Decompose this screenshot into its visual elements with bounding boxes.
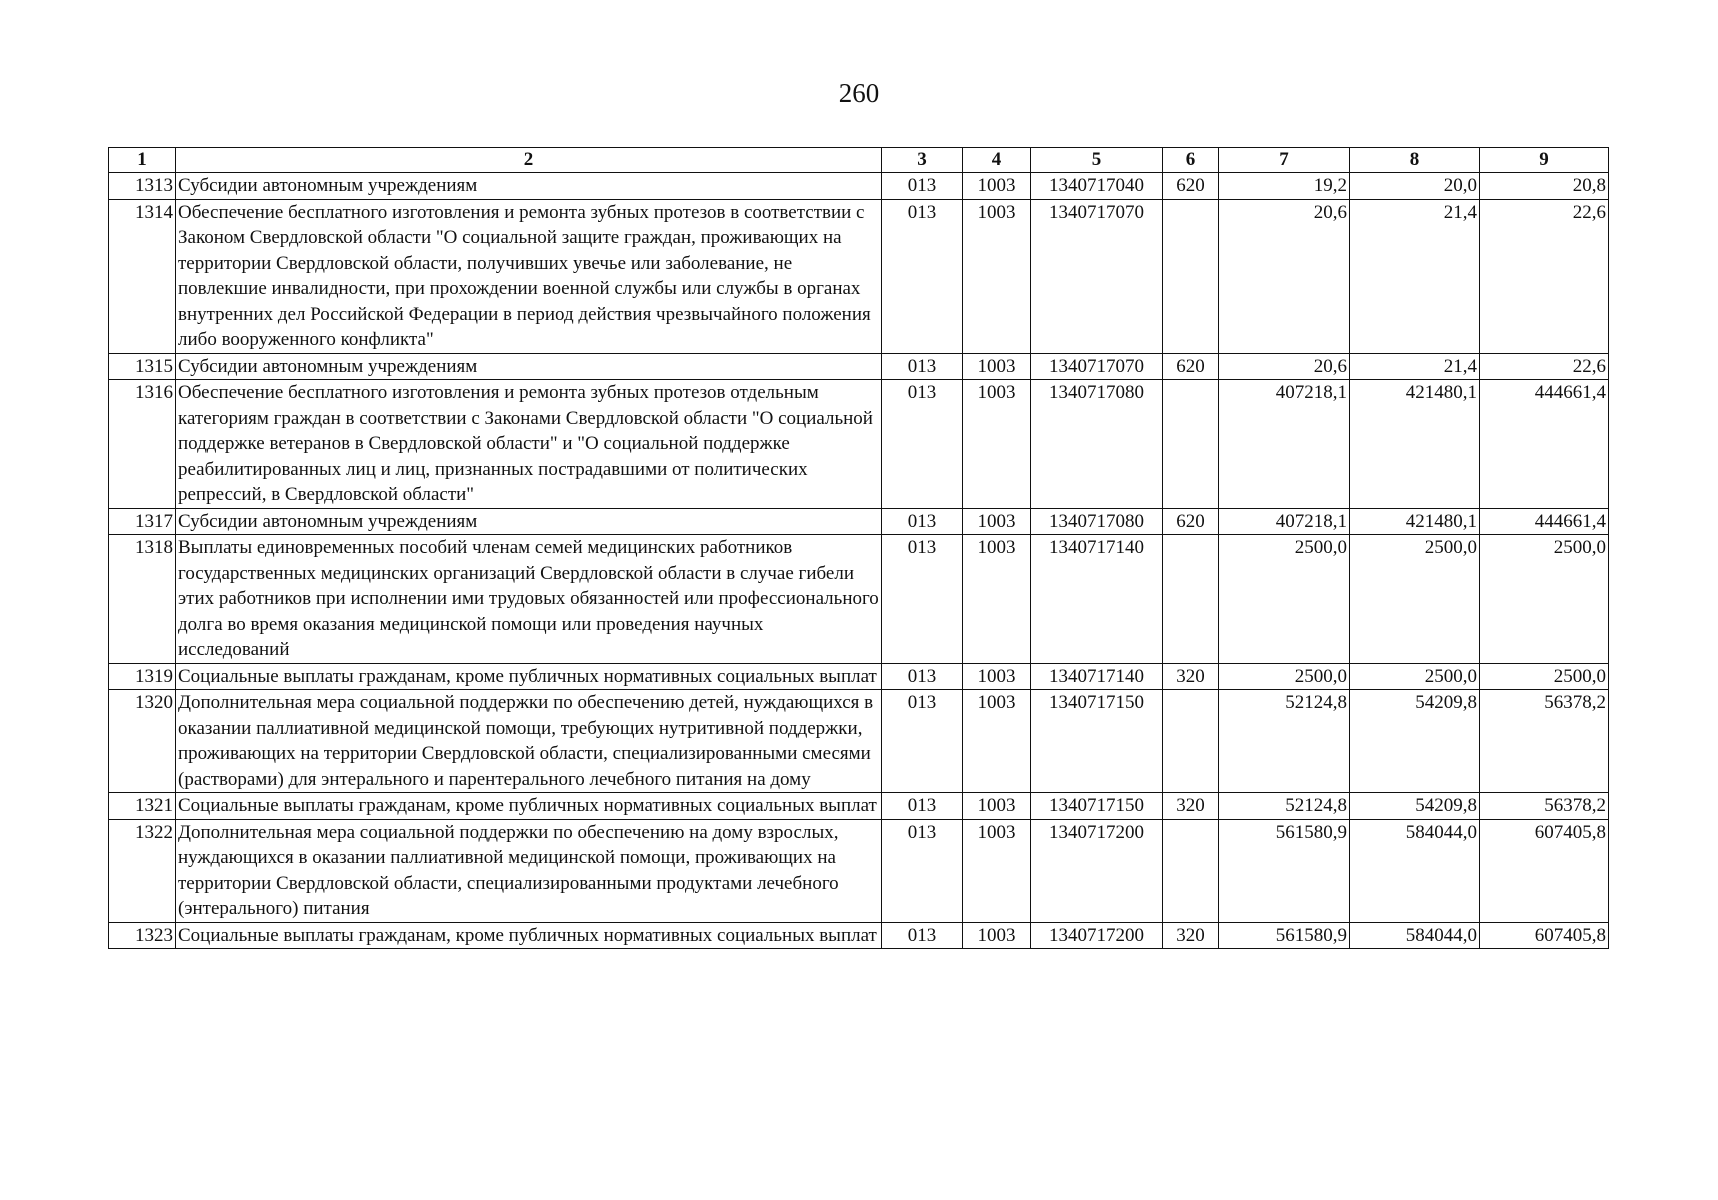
section-code: 1003	[963, 380, 1031, 509]
amount-col-9: 607405,8	[1480, 819, 1609, 922]
row-description: Социальные выплаты гражданам, кроме публичных нормативных социальных выплат	[176, 922, 882, 949]
section-code: 1003	[963, 199, 1031, 353]
amount-col-7: 407218,1	[1219, 508, 1350, 535]
target-article-code: 1340717150	[1031, 690, 1163, 793]
row-description: Субсидии автономным учреждениям	[176, 353, 882, 380]
table-row	[109, 535, 1609, 664]
table-row	[109, 508, 1609, 535]
amount-col-8: 421480,1	[1350, 508, 1480, 535]
ministry-code: 013	[882, 508, 963, 535]
ministry-code: 013	[882, 380, 963, 509]
expense-type-code	[1163, 535, 1219, 664]
amount-col-7: 2500,0	[1219, 663, 1350, 690]
amount-col-7: 52124,8	[1219, 793, 1350, 820]
section-code: 1003	[963, 535, 1031, 664]
section-code: 1003	[963, 922, 1031, 949]
amount-col-7: 52124,8	[1219, 690, 1350, 793]
target-article-code: 1340717140	[1031, 535, 1163, 664]
row-description: Субсидии автономным учреждениям	[176, 173, 882, 200]
amount-col-7: 20,6	[1219, 199, 1350, 353]
amount-col-8: 54209,8	[1350, 690, 1480, 793]
target-article-code: 1340717070	[1031, 353, 1163, 380]
row-description: Дополнительная мера социальной поддержки по обеспечению на дому взрослых, нуждающихся в оказании паллиативной медицинской помощи, проживающих на территории Свердловской области, специализированными продуктами лечебного (энтерального) питания	[176, 819, 882, 922]
row-description: Обеспечение бесплатного изготовления и ремонта зубных протезов в соответствии с Законом Свердловской области "О социальной защите граждан, проживающих на территории Свердловской области, получивших увечье или заболевание, не повлекшие инвалидности, при прохождении военной службы или службы в органах внутренних дел Российской Федерации в период действия чрезвычайного положения либо вооруженного конфликта"	[176, 199, 882, 353]
amount-col-9: 20,8	[1480, 173, 1609, 200]
amount-col-7: 2500,0	[1219, 535, 1350, 664]
target-article-code: 1340717070	[1031, 199, 1163, 353]
table-row	[109, 380, 1609, 509]
page-number: 260	[838, 78, 880, 108]
ministry-code: 013	[882, 922, 963, 949]
row-number: 1323	[109, 922, 176, 949]
table-row	[109, 173, 1609, 200]
section-code: 1003	[963, 663, 1031, 690]
column-header: 7	[1219, 148, 1350, 173]
amount-col-9: 607405,8	[1480, 922, 1609, 949]
amount-col-8: 584044,0	[1350, 922, 1480, 949]
amount-col-7: 20,6	[1219, 353, 1350, 380]
amount-col-9: 56378,2	[1480, 793, 1609, 820]
expense-type-code	[1163, 199, 1219, 353]
row-description: Социальные выплаты гражданам, кроме публичных нормативных социальных выплат	[176, 663, 882, 690]
expense-type-code: 320	[1163, 663, 1219, 690]
target-article-code: 1340717200	[1031, 819, 1163, 922]
amount-col-8: 21,4	[1350, 353, 1480, 380]
target-article-code: 1340717200	[1031, 922, 1163, 949]
column-header: 9	[1480, 148, 1609, 173]
ministry-code: 013	[882, 199, 963, 353]
table-row	[109, 663, 1609, 690]
section-code: 1003	[963, 690, 1031, 793]
amount-col-7: 561580,9	[1219, 922, 1350, 949]
amount-col-8: 54209,8	[1350, 793, 1480, 820]
amount-col-8: 2500,0	[1350, 535, 1480, 664]
row-description: Обеспечение бесплатного изготовления и ремонта зубных протезов отдельным категориям граждан в соответствии с Законами Свердловской области "О социальной поддержке ветеранов в Свердловской области" и "О социальной поддержке реабилитированных лиц и лиц, признанных пострадавшими от политических репрессий, в Свердловской области"	[176, 380, 882, 509]
row-number: 1319	[109, 663, 176, 690]
amount-col-7: 407218,1	[1219, 380, 1350, 509]
ministry-code: 013	[882, 535, 963, 664]
amount-col-9: 22,6	[1480, 353, 1609, 380]
expense-type-code: 320	[1163, 793, 1219, 820]
target-article-code: 1340717140	[1031, 663, 1163, 690]
row-description: Субсидии автономным учреждениям	[176, 508, 882, 535]
table-header-row	[109, 148, 1609, 173]
row-number: 1315	[109, 353, 176, 380]
amount-col-8: 20,0	[1350, 173, 1480, 200]
column-header: 2	[176, 148, 882, 173]
ministry-code: 013	[882, 819, 963, 922]
ministry-code: 013	[882, 173, 963, 200]
ministry-code: 013	[882, 690, 963, 793]
section-code: 1003	[963, 819, 1031, 922]
column-header: 5	[1031, 148, 1163, 173]
table-row	[109, 353, 1609, 380]
amount-col-9: 2500,0	[1480, 535, 1609, 664]
row-number: 1321	[109, 793, 176, 820]
expense-type-code	[1163, 819, 1219, 922]
ministry-code: 013	[882, 353, 963, 380]
amount-col-9: 22,6	[1480, 199, 1609, 353]
amount-col-8: 21,4	[1350, 199, 1480, 353]
table-row	[109, 819, 1609, 922]
expense-type-code	[1163, 690, 1219, 793]
amount-col-9: 444661,4	[1480, 508, 1609, 535]
amount-col-8: 2500,0	[1350, 663, 1480, 690]
column-header: 1	[109, 148, 176, 173]
row-number: 1316	[109, 380, 176, 509]
expense-type-code	[1163, 380, 1219, 509]
amount-col-7: 561580,9	[1219, 819, 1350, 922]
row-description: Дополнительная мера социальной поддержки по обеспечению детей, нуждающихся в оказании паллиативной медицинской помощи, требующих нутритивной поддержки, проживающих на территории Свердловской области, специализированными смесями (растворами) для энтерального и парентерального лечебного питания на дому	[176, 690, 882, 793]
row-description: Социальные выплаты гражданам, кроме публичных нормативных социальных выплат	[176, 793, 882, 820]
amount-col-9: 56378,2	[1480, 690, 1609, 793]
row-number: 1313	[109, 173, 176, 200]
ministry-code: 013	[882, 663, 963, 690]
section-code: 1003	[963, 353, 1031, 380]
budget-table	[108, 147, 1609, 949]
target-article-code: 1340717150	[1031, 793, 1163, 820]
amount-col-9: 2500,0	[1480, 663, 1609, 690]
column-header: 8	[1350, 148, 1480, 173]
amount-col-7: 19,2	[1219, 173, 1350, 200]
amount-col-8: 584044,0	[1350, 819, 1480, 922]
row-number: 1318	[109, 535, 176, 664]
row-number: 1317	[109, 508, 176, 535]
ministry-code: 013	[882, 793, 963, 820]
column-header: 6	[1163, 148, 1219, 173]
row-number: 1314	[109, 199, 176, 353]
table-row	[109, 199, 1609, 353]
row-description: Выплаты единовременных пособий членам семей медицинских работников государственных медицинских организаций Свердловской области в случае гибели этих работников при исполнении ими трудовых обязанностей или профессионального долга во время оказания медицинской помощи или проведения научных исследований	[176, 535, 882, 664]
column-header: 4	[963, 148, 1031, 173]
target-article-code: 1340717040	[1031, 173, 1163, 200]
expense-type-code: 320	[1163, 922, 1219, 949]
section-code: 1003	[963, 793, 1031, 820]
table-row	[109, 690, 1609, 793]
table-row	[109, 793, 1609, 820]
table-row	[109, 922, 1609, 949]
column-header: 3	[882, 148, 963, 173]
row-number: 1322	[109, 819, 176, 922]
expense-type-code: 620	[1163, 508, 1219, 535]
amount-col-8: 421480,1	[1350, 380, 1480, 509]
target-article-code: 1340717080	[1031, 508, 1163, 535]
section-code: 1003	[963, 173, 1031, 200]
row-number: 1320	[109, 690, 176, 793]
expense-type-code: 620	[1163, 353, 1219, 380]
expense-type-code: 620	[1163, 173, 1219, 200]
target-article-code: 1340717080	[1031, 380, 1163, 509]
amount-col-9: 444661,4	[1480, 380, 1609, 509]
section-code: 1003	[963, 508, 1031, 535]
